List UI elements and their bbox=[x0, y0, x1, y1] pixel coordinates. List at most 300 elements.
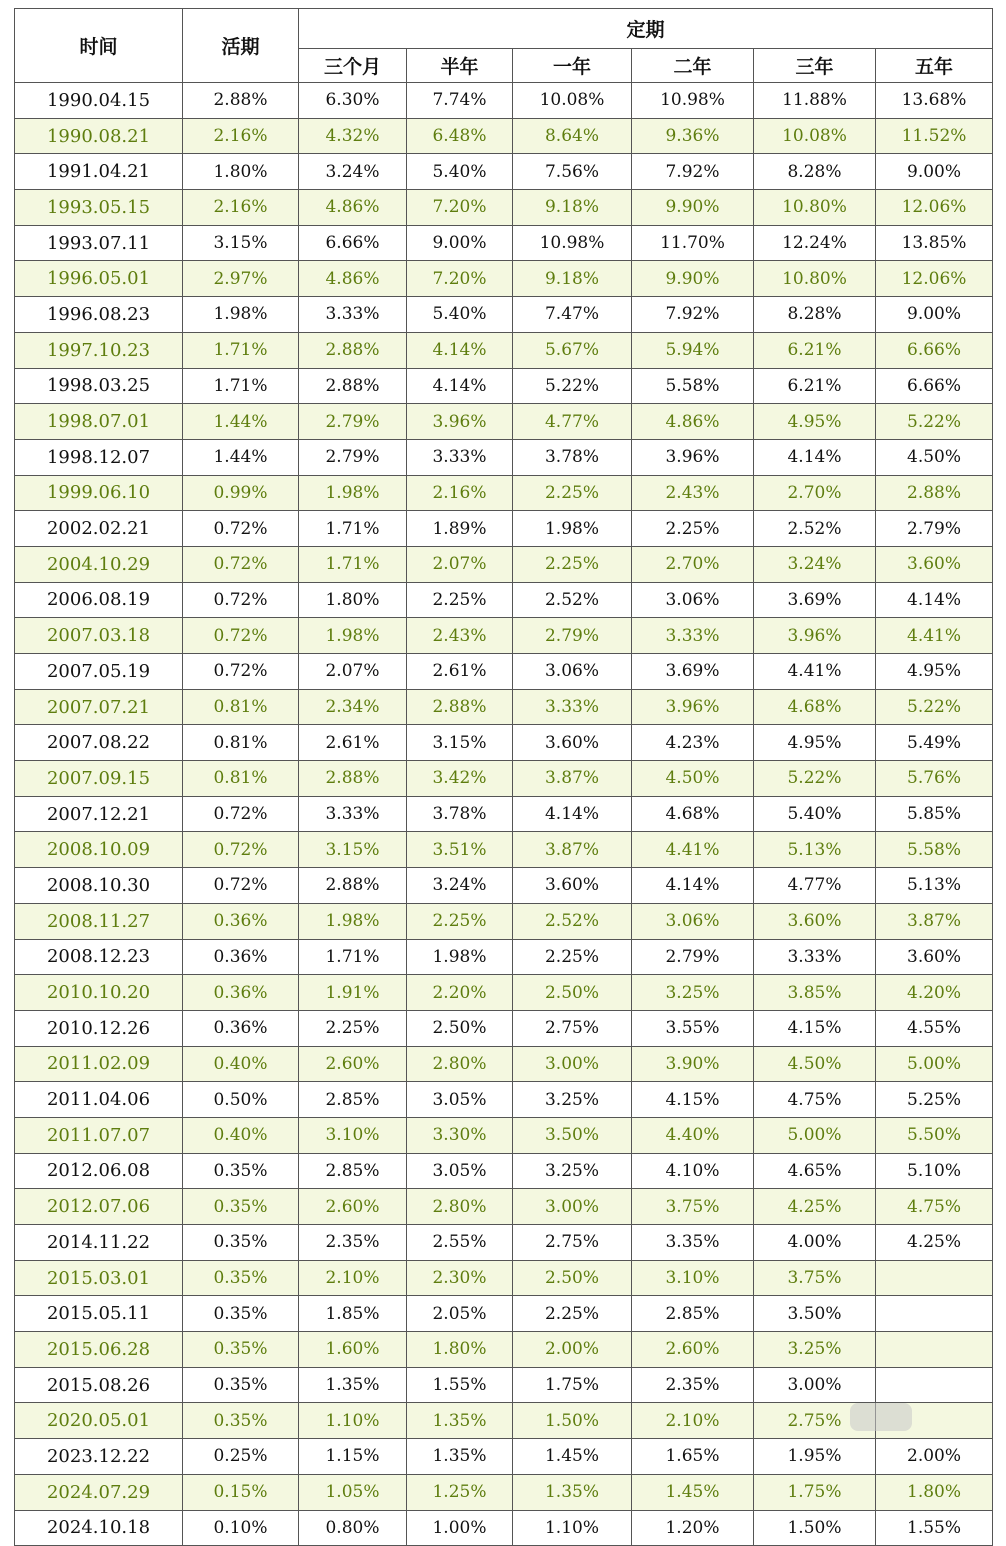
rate-6m: 1.80% bbox=[407, 1332, 513, 1368]
rate-3m: 1.35% bbox=[299, 1367, 407, 1403]
rate-1y: 2.25% bbox=[513, 475, 632, 511]
rate-3m: 1.98% bbox=[299, 618, 407, 654]
rate-2y: 3.96% bbox=[632, 439, 754, 475]
rate-3m: 4.32% bbox=[299, 118, 407, 154]
rate-5y: 2.88% bbox=[876, 475, 993, 511]
rate-2y: 4.15% bbox=[632, 1082, 754, 1118]
row-date: 2015.03.01 bbox=[15, 1260, 183, 1296]
rate-3m: 2.61% bbox=[299, 725, 407, 761]
rate-5y: 5.10% bbox=[876, 1153, 993, 1189]
rate-3m: 2.88% bbox=[299, 368, 407, 404]
table-row bbox=[15, 761, 993, 797]
rate-3y: 8.28% bbox=[754, 297, 876, 333]
rate-1y: 5.67% bbox=[513, 332, 632, 368]
rate-3m: 2.07% bbox=[299, 654, 407, 690]
table-row bbox=[15, 1046, 993, 1082]
header-term-3m: 三个月 bbox=[299, 49, 407, 83]
rate-3m: 2.60% bbox=[299, 1189, 407, 1225]
rate-5y: 5.22% bbox=[876, 404, 993, 440]
rate-demand: 3.15% bbox=[183, 225, 299, 261]
table-row bbox=[15, 1474, 993, 1510]
rate-6m: 2.55% bbox=[407, 1225, 513, 1261]
table-row bbox=[15, 1010, 993, 1046]
rate-3y: 1.50% bbox=[754, 1510, 876, 1546]
row-date: 2008.10.30 bbox=[15, 868, 183, 904]
rate-3y: 5.40% bbox=[754, 796, 876, 832]
rate-3y: 4.25% bbox=[754, 1189, 876, 1225]
rate-1y: 2.25% bbox=[513, 939, 632, 975]
table-row bbox=[15, 654, 993, 690]
row-date: 2008.11.27 bbox=[15, 903, 183, 939]
rate-5y: 2.00% bbox=[876, 1439, 993, 1475]
rate-demand: 0.81% bbox=[183, 761, 299, 797]
rate-5y: 5.13% bbox=[876, 868, 993, 904]
table-row bbox=[15, 1225, 993, 1261]
rate-3y: 10.80% bbox=[754, 190, 876, 226]
rate-3y: 3.60% bbox=[754, 903, 876, 939]
table-row bbox=[15, 475, 993, 511]
rate-demand: 0.81% bbox=[183, 689, 299, 725]
rate-demand: 0.72% bbox=[183, 546, 299, 582]
rate-2y: 2.35% bbox=[632, 1367, 754, 1403]
rate-2y: 9.90% bbox=[632, 190, 754, 226]
rate-2y: 4.14% bbox=[632, 868, 754, 904]
rate-3y: 8.28% bbox=[754, 154, 876, 190]
rate-5y: 2.79% bbox=[876, 511, 993, 547]
rate-6m: 4.14% bbox=[407, 368, 513, 404]
header-term-5y: 五年 bbox=[876, 49, 993, 83]
rate-3y: 4.75% bbox=[754, 1082, 876, 1118]
rate-6m: 1.25% bbox=[407, 1474, 513, 1510]
rate-6m: 2.43% bbox=[407, 618, 513, 654]
table-row bbox=[15, 832, 993, 868]
rate-3y: 4.95% bbox=[754, 725, 876, 761]
table-row bbox=[15, 154, 993, 190]
rate-demand: 1.71% bbox=[183, 332, 299, 368]
table-row bbox=[15, 1082, 993, 1118]
rate-1y: 2.52% bbox=[513, 582, 632, 618]
header-fixed: 定期 bbox=[299, 9, 993, 49]
rate-1y: 3.25% bbox=[513, 1153, 632, 1189]
row-date: 1993.07.11 bbox=[15, 225, 183, 261]
rate-6m: 1.98% bbox=[407, 939, 513, 975]
rate-3m: 3.24% bbox=[299, 154, 407, 190]
rate-1y: 7.47% bbox=[513, 297, 632, 333]
rate-3y: 11.88% bbox=[754, 83, 876, 119]
rate-3y: 6.21% bbox=[754, 368, 876, 404]
rate-demand: 0.72% bbox=[183, 868, 299, 904]
rate-demand: 0.50% bbox=[183, 1082, 299, 1118]
rate-1y: 2.25% bbox=[513, 1296, 632, 1332]
rate-3m: 2.10% bbox=[299, 1260, 407, 1296]
rate-5y: 5.25% bbox=[876, 1082, 993, 1118]
rate-5y: 3.60% bbox=[876, 546, 993, 582]
rate-3m: 1.91% bbox=[299, 975, 407, 1011]
rate-6m: 3.05% bbox=[407, 1082, 513, 1118]
rate-1y: 3.06% bbox=[513, 654, 632, 690]
rate-3y: 4.15% bbox=[754, 1010, 876, 1046]
rate-6m: 6.48% bbox=[407, 118, 513, 154]
rate-5y: 5.76% bbox=[876, 761, 993, 797]
rate-3m: 2.79% bbox=[299, 439, 407, 475]
rate-demand: 0.99% bbox=[183, 475, 299, 511]
rate-5y: 11.52% bbox=[876, 118, 993, 154]
rate-1y: 3.78% bbox=[513, 439, 632, 475]
row-date: 2007.05.19 bbox=[15, 654, 183, 690]
rate-3m: 4.86% bbox=[299, 190, 407, 226]
rate-3y: 3.50% bbox=[754, 1296, 876, 1332]
watermark-badge bbox=[850, 1403, 912, 1431]
row-date: 2007.03.18 bbox=[15, 618, 183, 654]
rate-3y: 2.52% bbox=[754, 511, 876, 547]
rate-3m: 2.60% bbox=[299, 1046, 407, 1082]
row-date: 2014.11.22 bbox=[15, 1225, 183, 1261]
table-row bbox=[15, 868, 993, 904]
rate-3y: 3.96% bbox=[754, 618, 876, 654]
rate-2y: 1.45% bbox=[632, 1474, 754, 1510]
rate-3y: 6.21% bbox=[754, 332, 876, 368]
rate-2y: 1.20% bbox=[632, 1510, 754, 1546]
rate-2y: 2.43% bbox=[632, 475, 754, 511]
row-date: 1993.05.15 bbox=[15, 190, 183, 226]
header-term-1y: 一年 bbox=[513, 49, 632, 83]
table-row bbox=[15, 582, 993, 618]
rate-3m: 1.80% bbox=[299, 582, 407, 618]
rate-3m: 6.66% bbox=[299, 225, 407, 261]
rate-3y: 5.13% bbox=[754, 832, 876, 868]
rate-5y: 6.66% bbox=[876, 332, 993, 368]
table-row bbox=[15, 83, 993, 119]
row-date: 2007.08.22 bbox=[15, 725, 183, 761]
rate-3y: 4.95% bbox=[754, 404, 876, 440]
header-demand: 活期 bbox=[183, 9, 299, 83]
rate-demand: 0.72% bbox=[183, 511, 299, 547]
row-date: 2007.09.15 bbox=[15, 761, 183, 797]
rate-3y: 3.25% bbox=[754, 1332, 876, 1368]
rate-2y: 3.06% bbox=[632, 903, 754, 939]
rate-demand: 0.35% bbox=[183, 1225, 299, 1261]
rate-demand: 2.88% bbox=[183, 83, 299, 119]
row-date: 2004.10.29 bbox=[15, 546, 183, 582]
rate-demand: 0.81% bbox=[183, 725, 299, 761]
rate-6m: 3.30% bbox=[407, 1117, 513, 1153]
rate-1y: 3.50% bbox=[513, 1117, 632, 1153]
rate-1y: 1.98% bbox=[513, 511, 632, 547]
rate-5y: 4.20% bbox=[876, 975, 993, 1011]
rate-5y: 5.85% bbox=[876, 796, 993, 832]
row-date: 2011.07.07 bbox=[15, 1117, 183, 1153]
row-date: 1991.04.21 bbox=[15, 154, 183, 190]
rate-2y: 3.96% bbox=[632, 689, 754, 725]
rate-1y: 2.50% bbox=[513, 975, 632, 1011]
rate-demand: 0.35% bbox=[183, 1367, 299, 1403]
row-date: 2020.05.01 bbox=[15, 1403, 183, 1439]
row-date: 2010.10.20 bbox=[15, 975, 183, 1011]
rate-2y: 3.35% bbox=[632, 1225, 754, 1261]
rate-3m: 2.79% bbox=[299, 404, 407, 440]
rate-5y bbox=[876, 1367, 993, 1403]
rate-6m: 3.78% bbox=[407, 796, 513, 832]
table-row bbox=[15, 1367, 993, 1403]
rate-3y: 10.08% bbox=[754, 118, 876, 154]
rate-1y: 2.50% bbox=[513, 1260, 632, 1296]
rate-3m: 1.60% bbox=[299, 1332, 407, 1368]
rate-2y: 3.10% bbox=[632, 1260, 754, 1296]
rate-3m: 2.85% bbox=[299, 1082, 407, 1118]
table-row bbox=[15, 404, 993, 440]
rate-6m: 2.88% bbox=[407, 689, 513, 725]
rate-6m: 2.80% bbox=[407, 1189, 513, 1225]
rate-3y: 4.00% bbox=[754, 1225, 876, 1261]
rate-5y: 5.58% bbox=[876, 832, 993, 868]
rate-5y: 4.75% bbox=[876, 1189, 993, 1225]
rate-demand: 0.72% bbox=[183, 654, 299, 690]
rate-2y: 2.60% bbox=[632, 1332, 754, 1368]
rate-demand: 0.35% bbox=[183, 1153, 299, 1189]
table-row bbox=[15, 261, 993, 297]
rate-2y: 1.65% bbox=[632, 1439, 754, 1475]
rate-6m: 4.14% bbox=[407, 332, 513, 368]
rate-3y: 4.14% bbox=[754, 439, 876, 475]
table-row bbox=[15, 225, 993, 261]
row-date: 1996.05.01 bbox=[15, 261, 183, 297]
rate-6m: 1.89% bbox=[407, 511, 513, 547]
rate-demand: 0.36% bbox=[183, 975, 299, 1011]
rate-3y: 4.41% bbox=[754, 654, 876, 690]
rate-2y: 9.90% bbox=[632, 261, 754, 297]
rate-demand: 0.35% bbox=[183, 1296, 299, 1332]
rate-6m: 7.20% bbox=[407, 261, 513, 297]
rate-6m: 2.07% bbox=[407, 546, 513, 582]
rate-5y: 1.80% bbox=[876, 1474, 993, 1510]
rate-demand: 0.36% bbox=[183, 939, 299, 975]
rate-6m: 9.00% bbox=[407, 225, 513, 261]
rate-6m: 7.20% bbox=[407, 190, 513, 226]
row-date: 2007.12.21 bbox=[15, 796, 183, 832]
rate-2y: 4.40% bbox=[632, 1117, 754, 1153]
rate-1y: 4.77% bbox=[513, 404, 632, 440]
table-row bbox=[15, 1332, 993, 1368]
rate-3m: 2.88% bbox=[299, 868, 407, 904]
rate-3y: 4.50% bbox=[754, 1046, 876, 1082]
table-row bbox=[15, 725, 993, 761]
rate-3m: 1.71% bbox=[299, 546, 407, 582]
table-row bbox=[15, 1189, 993, 1225]
rate-6m: 1.00% bbox=[407, 1510, 513, 1546]
rate-demand: 0.72% bbox=[183, 582, 299, 618]
rate-1y: 1.75% bbox=[513, 1367, 632, 1403]
rate-1y: 9.18% bbox=[513, 261, 632, 297]
rate-6m: 2.25% bbox=[407, 903, 513, 939]
row-date: 1998.03.25 bbox=[15, 368, 183, 404]
table-row bbox=[15, 1510, 993, 1546]
header-term-2y: 二年 bbox=[632, 49, 754, 83]
rate-2y: 5.58% bbox=[632, 368, 754, 404]
rate-1y: 2.00% bbox=[513, 1332, 632, 1368]
rate-demand: 0.35% bbox=[183, 1260, 299, 1296]
rate-3y: 2.75% bbox=[754, 1403, 876, 1439]
rate-1y: 3.00% bbox=[513, 1046, 632, 1082]
rate-5y: 9.00% bbox=[876, 297, 993, 333]
row-date: 2024.10.18 bbox=[15, 1510, 183, 1546]
table-row bbox=[15, 1403, 993, 1439]
rate-2y: 3.33% bbox=[632, 618, 754, 654]
rate-1y: 7.56% bbox=[513, 154, 632, 190]
rate-6m: 2.30% bbox=[407, 1260, 513, 1296]
table-row bbox=[15, 1296, 993, 1332]
rate-6m: 1.35% bbox=[407, 1439, 513, 1475]
rate-6m: 7.74% bbox=[407, 83, 513, 119]
rate-2y: 9.36% bbox=[632, 118, 754, 154]
row-date: 2011.02.09 bbox=[15, 1046, 183, 1082]
rate-demand: 0.35% bbox=[183, 1332, 299, 1368]
rate-3y: 1.95% bbox=[754, 1439, 876, 1475]
row-date: 1990.08.21 bbox=[15, 118, 183, 154]
rate-5y: 4.25% bbox=[876, 1225, 993, 1261]
rate-3y: 5.22% bbox=[754, 761, 876, 797]
rate-2y: 2.85% bbox=[632, 1296, 754, 1332]
row-date: 1998.12.07 bbox=[15, 439, 183, 475]
row-date: 2006.08.19 bbox=[15, 582, 183, 618]
rate-2y: 4.86% bbox=[632, 404, 754, 440]
rate-3y: 10.80% bbox=[754, 261, 876, 297]
table-row bbox=[15, 903, 993, 939]
header-term-6m: 半年 bbox=[407, 49, 513, 83]
rate-1y: 10.08% bbox=[513, 83, 632, 119]
rate-3y: 12.24% bbox=[754, 225, 876, 261]
rate-1y: 9.18% bbox=[513, 190, 632, 226]
rate-demand: 0.40% bbox=[183, 1117, 299, 1153]
row-date: 1998.07.01 bbox=[15, 404, 183, 440]
rate-3m: 3.10% bbox=[299, 1117, 407, 1153]
table-row bbox=[15, 689, 993, 725]
rate-6m: 2.61% bbox=[407, 654, 513, 690]
rate-6m: 1.35% bbox=[407, 1403, 513, 1439]
rate-demand: 2.97% bbox=[183, 261, 299, 297]
table-row bbox=[15, 1117, 993, 1153]
rate-3m: 2.88% bbox=[299, 332, 407, 368]
rate-2y: 3.55% bbox=[632, 1010, 754, 1046]
rate-6m: 3.33% bbox=[407, 439, 513, 475]
rate-1y: 1.35% bbox=[513, 1474, 632, 1510]
table-row bbox=[15, 511, 993, 547]
rate-1y: 1.50% bbox=[513, 1403, 632, 1439]
rate-demand: 2.16% bbox=[183, 190, 299, 226]
rate-demand: 0.35% bbox=[183, 1403, 299, 1439]
rate-6m: 3.24% bbox=[407, 868, 513, 904]
rate-3y: 4.65% bbox=[754, 1153, 876, 1189]
table-row bbox=[15, 1260, 993, 1296]
rate-3y: 2.70% bbox=[754, 475, 876, 511]
rate-2y: 4.50% bbox=[632, 761, 754, 797]
header-term-3y: 三年 bbox=[754, 49, 876, 83]
rate-5y: 12.06% bbox=[876, 190, 993, 226]
rate-5y: 9.00% bbox=[876, 154, 993, 190]
rate-6m: 2.05% bbox=[407, 1296, 513, 1332]
rate-6m: 3.51% bbox=[407, 832, 513, 868]
rate-3m: 1.15% bbox=[299, 1439, 407, 1475]
rate-5y: 5.22% bbox=[876, 689, 993, 725]
rate-3m: 1.05% bbox=[299, 1474, 407, 1510]
row-date: 2002.02.21 bbox=[15, 511, 183, 547]
rate-3m: 1.71% bbox=[299, 939, 407, 975]
table-row bbox=[15, 618, 993, 654]
row-date: 1990.04.15 bbox=[15, 83, 183, 119]
table-row bbox=[15, 190, 993, 226]
rate-3m: 2.34% bbox=[299, 689, 407, 725]
rate-5y: 5.49% bbox=[876, 725, 993, 761]
rate-demand: 1.71% bbox=[183, 368, 299, 404]
rate-3m: 2.85% bbox=[299, 1153, 407, 1189]
rate-demand: 1.44% bbox=[183, 439, 299, 475]
rate-demand: 0.72% bbox=[183, 618, 299, 654]
rate-1y: 3.87% bbox=[513, 832, 632, 868]
rate-6m: 5.40% bbox=[407, 154, 513, 190]
rate-demand: 1.98% bbox=[183, 297, 299, 333]
table-row bbox=[15, 297, 993, 333]
rate-3m: 2.35% bbox=[299, 1225, 407, 1261]
rate-6m: 2.25% bbox=[407, 582, 513, 618]
rate-2y: 3.25% bbox=[632, 975, 754, 1011]
rate-1y: 10.98% bbox=[513, 225, 632, 261]
rate-2y: 4.23% bbox=[632, 725, 754, 761]
rate-6m: 1.55% bbox=[407, 1367, 513, 1403]
rate-1y: 2.52% bbox=[513, 903, 632, 939]
rate-6m: 2.20% bbox=[407, 975, 513, 1011]
rate-5y: 5.00% bbox=[876, 1046, 993, 1082]
row-date: 1999.06.10 bbox=[15, 475, 183, 511]
rate-3m: 0.80% bbox=[299, 1510, 407, 1546]
row-date: 2010.12.26 bbox=[15, 1010, 183, 1046]
rate-3m: 4.86% bbox=[299, 261, 407, 297]
rate-3y: 5.00% bbox=[754, 1117, 876, 1153]
rate-6m: 3.42% bbox=[407, 761, 513, 797]
rate-3m: 3.15% bbox=[299, 832, 407, 868]
rate-5y bbox=[876, 1260, 993, 1296]
rate-1y: 2.79% bbox=[513, 618, 632, 654]
rate-6m: 2.16% bbox=[407, 475, 513, 511]
rate-1y: 3.00% bbox=[513, 1189, 632, 1225]
rate-2y: 3.75% bbox=[632, 1189, 754, 1225]
rate-3m: 1.98% bbox=[299, 903, 407, 939]
rate-3y: 3.00% bbox=[754, 1367, 876, 1403]
rate-2y: 10.98% bbox=[632, 83, 754, 119]
interest-rate-table bbox=[14, 8, 993, 1546]
rate-1y: 3.87% bbox=[513, 761, 632, 797]
rate-1y: 5.22% bbox=[513, 368, 632, 404]
rate-5y bbox=[876, 1332, 993, 1368]
rate-1y: 3.33% bbox=[513, 689, 632, 725]
rate-5y: 13.68% bbox=[876, 83, 993, 119]
rate-5y: 6.66% bbox=[876, 368, 993, 404]
rate-1y: 2.75% bbox=[513, 1010, 632, 1046]
rate-6m: 3.15% bbox=[407, 725, 513, 761]
rate-3m: 3.33% bbox=[299, 796, 407, 832]
rate-3y: 3.85% bbox=[754, 975, 876, 1011]
rate-5y: 13.85% bbox=[876, 225, 993, 261]
rate-2y: 2.79% bbox=[632, 939, 754, 975]
rate-3m: 1.98% bbox=[299, 475, 407, 511]
rate-3y: 3.69% bbox=[754, 582, 876, 618]
rate-2y: 2.10% bbox=[632, 1403, 754, 1439]
rate-demand: 0.36% bbox=[183, 1010, 299, 1046]
table-row bbox=[15, 118, 993, 154]
rate-1y: 3.60% bbox=[513, 725, 632, 761]
rate-5y: 4.95% bbox=[876, 654, 993, 690]
rate-6m: 2.50% bbox=[407, 1010, 513, 1046]
rate-3y: 3.24% bbox=[754, 546, 876, 582]
rate-demand: 1.44% bbox=[183, 404, 299, 440]
